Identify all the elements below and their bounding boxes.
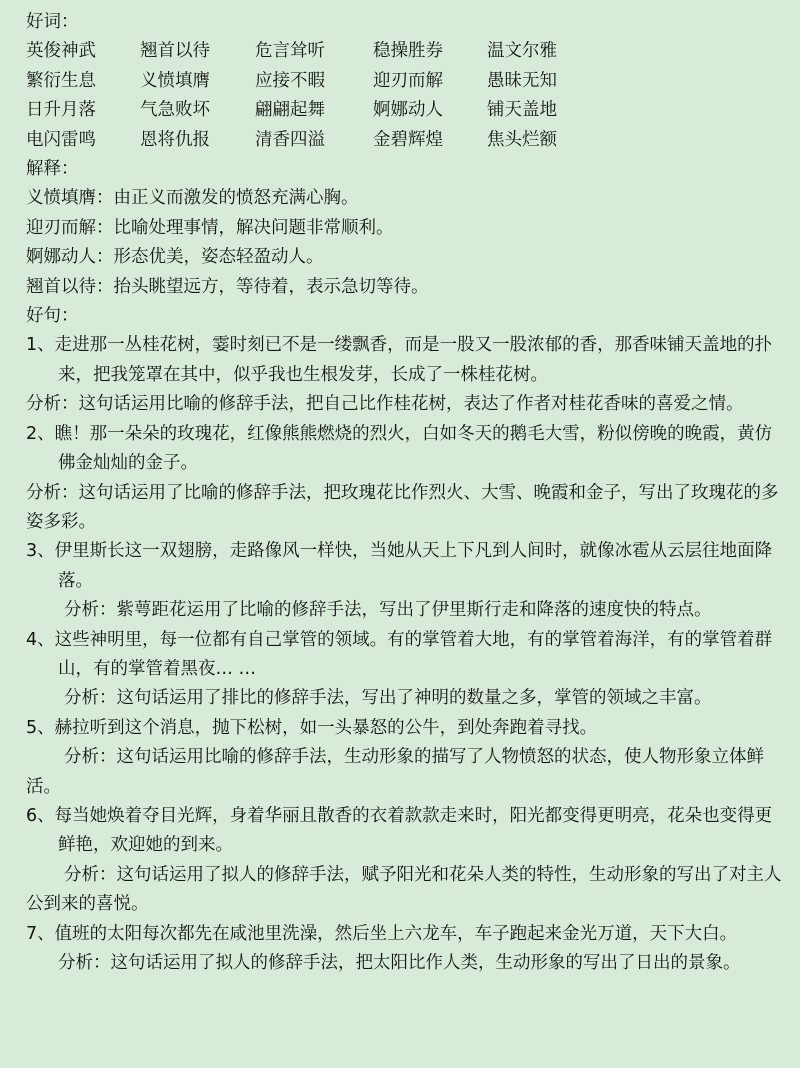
- word-item: 清香四溢: [255, 129, 325, 150]
- word-item: 繁衍生息: [26, 70, 96, 91]
- good-words-title: 好词：: [26, 12, 79, 32]
- good-sentences-title: 好句：: [26, 306, 79, 327]
- sentence-item: [26, 537, 782, 596]
- word-item: 金碧辉煌: [373, 129, 443, 150]
- sentence-analysis: 分析：这句话运用了比喻的修辞手法，把玫瑰花比作烈火、大雪、晚霞和金子，写出了玫瑰花的多姿多彩。: [26, 482, 779, 532]
- sentence-item: [26, 331, 782, 390]
- sentence-item: [26, 920, 782, 949]
- explanation-item: 义愤填膺：由正义而激发的愤怒充满心胸。: [26, 188, 359, 209]
- sentence-analysis: 分析：紫萼距花运用了比喻的修辞手法，写出了伊里斯行走和降落的速度快的特点。: [64, 600, 712, 621]
- word-item: 应接不暇: [255, 70, 325, 91]
- word-item: 日升月落: [26, 100, 96, 121]
- word-item: 电闪雷鸣: [26, 129, 96, 150]
- word-item: 焦头烂额: [487, 129, 557, 150]
- sentence-number: 2、: [26, 423, 55, 444]
- word-item: 迎刃而解: [373, 70, 443, 91]
- sentence-text: 赫拉听到这个消息，抛下松树，如一头暴怒的公牛，到处奔跑着寻找。: [54, 717, 598, 738]
- sentence-analysis: 分析：这句话运用比喻的修辞手法，生动形象的描写了人物愤怒的状态，使人物形象立体鲜活。: [26, 747, 764, 797]
- word-item: 温文尔雅: [487, 41, 557, 62]
- sentence-item: [26, 420, 782, 479]
- sentence-item: [26, 714, 782, 743]
- word-item: 英俊神武: [26, 41, 96, 62]
- sentence-analysis: 分析：这句话运用了排比的修辞手法，写出了神明的数量之多，掌管的领域之丰富。: [64, 688, 712, 709]
- word-item: 危言耸听: [255, 41, 325, 62]
- word-item: 翩翩起舞: [255, 100, 325, 121]
- word-item: 铺天盖地: [487, 100, 557, 121]
- explanation-item: 婀娜动人：形态优美，姿态轻盈动人。: [26, 247, 324, 268]
- explanations-title: 解释：: [26, 159, 79, 180]
- sentence-item: [26, 626, 782, 685]
- word-item: 翘首以待: [140, 41, 210, 62]
- sentence-number: 7、: [26, 923, 55, 944]
- sentence-analysis: 分析：这句话运用了拟人的修辞手法，赋予阳光和花朵人类的特性，生动形象的写出了对主人公到来的喜悦。: [26, 864, 782, 915]
- sentence-text: 瞧！那一朵朵的玫瑰花，红像熊熊燃烧的烈火，白如冬天的鹅毛大雪，粉似傍晚的晚霞，黄仿佛金灿灿的金子。: [54, 423, 773, 474]
- sentence-number: 5、: [26, 717, 55, 738]
- word-item: 恩将仇报: [140, 129, 210, 150]
- sentence-text: 这些神明里，每一位都有自己掌管的领域。有的掌管着大地，有的掌管着海洋，有的掌管着群山，有的掌管着黑夜… …: [54, 629, 773, 679]
- sentence-number: 1、: [26, 335, 55, 356]
- word-item: 义愤填膺: [140, 70, 210, 91]
- word-item: 稳操胜券: [373, 41, 443, 62]
- sentence-number: 4、: [26, 629, 55, 650]
- sentence-number: 3、: [26, 541, 55, 562]
- word-item: 婀娜动人: [373, 100, 443, 121]
- explanation-item: 迎刃而解：比喻处理事情，解决问题非常顺利。: [26, 217, 394, 238]
- sentence-item: [26, 802, 782, 861]
- good-words-grid: [26, 37, 782, 155]
- word-item: 气急败坏: [140, 100, 210, 121]
- sentence-number: 6、: [26, 805, 55, 826]
- sentence-analysis: 分析：这句话运用比喻的修辞手法，把自己比作桂花树，表达了作者对桂花香味的喜爱之情。: [26, 394, 744, 415]
- sentence-text: 每当她焕着夺目光辉，身着华丽且散香的衣着款款走来时，阳光都变得更明亮，花朵也变得更鲜艳，欢迎她的到来。: [54, 805, 773, 856]
- sentence-text: 伊里斯长这一双翅膀，走路像风一样快，当她从天上下凡到人间时，就像冰雹从云层往地面降落。: [54, 541, 773, 591]
- explanation-item: 翘首以待：抬头眺望远方，等待着，表示急切等待。: [26, 276, 429, 297]
- sentence-analysis: 分析：这句话运用了拟人的修辞手法，把太阳比作人类，生动形象的写出了日出的景象。: [58, 953, 741, 973]
- sentence-text: 值班的太阳每次都先在咸池里洗澡，然后坐上六龙车，车子跑起来金光万道，天下大白。: [54, 923, 738, 944]
- sentence-text: 走进那一丛桂花树，霎时刻已不是一缕飘香，而是一股又一股浓郁的香，那香味铺天盖地的扑来，把我笼罩在其中，似乎我也生根发芽，长成了一株桂花树。: [54, 335, 773, 385]
- word-item: 愚昧无知: [487, 70, 557, 91]
